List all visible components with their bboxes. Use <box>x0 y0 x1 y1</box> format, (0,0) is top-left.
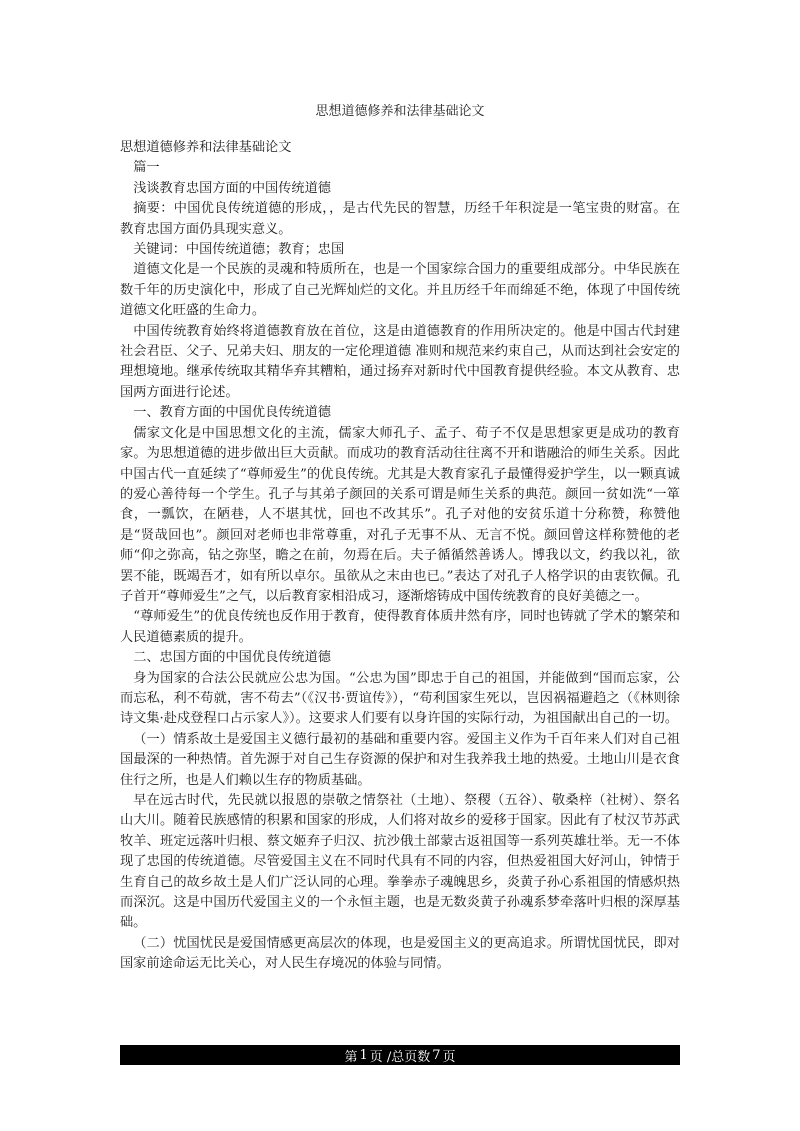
body-paragraph: （一）情系故土是爱国主义德行最初的基础和重要内容。爱国主义作为千百年来人们对自己祖国最深的一种热情。首先源于对自己生存资源的保护和对生我养我土地的热爱。土地山川是衣食住行之所，也是人们赖以生存的物质基础。 <box>120 731 680 788</box>
keywords-paragraph: 关键词：中国传统道德；教育；忠国 <box>133 242 345 258</box>
footer-total-pages: 7 <box>432 1047 441 1063</box>
page-header-title: 思想道德修养和法律基础论文 <box>315 104 485 119</box>
footer-page-mid: 页 /总页数 <box>369 1049 431 1065</box>
document-title: 思想道德修养和法律基础论文 <box>120 140 292 155</box>
body-paragraph: 儒家文化是中国思想文化的主流，儒家大师孔子、孟子、荀子不仅是思想家更是成功的教育家。为思想道德的进步做出巨大贡献。而成功的教育活动往往离不开和谐融洽的师生关系。因此中国古代一直延续了“尊师爱生”的优良传统。尤其是大教育家孔子最懂得爱护学生，以一颗真诚的爱心善待每一个学生。孔子与其弟子颜回的关系可谓是师生关系的典范。颜回一贫如洗“一箪食，一瓢饮，在陋巷，人不堪其忧，回也不改其乐”。孔子对他的安贫乐道十分称赞，称赞他是“贤哉回也”。颜回对老师也非常尊重，对孔子无事不从、无言不悦。颜回曾这样称赞他的老师“仰之弥高，钻之弥坚，瞻之在前，勿焉在后。夫子循循然善诱人。博我以文，约我以礼，欲罢不能，既竭吾才，如有所以卓尔。虽欲从之末由也已。”表达了对孔子人格学识的由衷钦佩。孔子首开“尊师爱生”之气，以后教育家相沿成习，逐渐熔铸成中国传统教育的良好美德之一。 <box>120 425 680 604</box>
footer-page-number: 1 <box>359 1047 368 1063</box>
body-paragraph: 中国传统教育始终将道德教育放在首位，这是由道德教育的作用所决定的。他是中国古代封建社会君臣、父子、兄弟夫妇、朋友的一定伦理道德 准则和规范来约束自己，从而达到社会安定的理想境地。继承传统取其精华弃其糟粕，通过扬弃对新时代中国教育提供经验。本文从教育、忠国两方面进行论述。 <box>120 323 680 400</box>
body-paragraph: 道德文化是一个民族的灵魂和特质所在，也是一个国家综合国力的重要组成部分。中华民族在数千年的历史演化中，形成了自己光辉灿烂的文化。并且历经千年而绵延不绝，体现了中国传统道德文化旺盛的生命力。 <box>120 262 680 319</box>
section-label: 篇一 <box>133 160 160 176</box>
body-paragraph: 身为国家的合法公民就应公忠为国。“公忠为国”即忠于自己的祖国，并能做到“国而忘家，公而忘私，利不苟就，害不苟去”（《汉书·贾谊传》），“苟利国家生死以，岂因祸福避趋之（《林则徐诗文集·赴戍登程口占示家人》）。这要求人们要有以身许国的实际行动，为祖国献出自己的一切。 <box>120 670 680 727</box>
abstract-paragraph: 摘要：中国优良传统道德的形成，，是古代先民的智慧，历经千年积淀是一笔宝贵的财富。在教育忠国方面仍具现实意义。 <box>120 201 680 237</box>
footer-page-prefix: 第 <box>344 1049 358 1065</box>
section-heading: 二、忠国方面的中国优良传统道德 <box>133 650 331 666</box>
document-body <box>120 138 680 975</box>
footer-page-suffix: 页 <box>442 1049 456 1065</box>
body-paragraph: “尊师爱生”的优良传统也反作用于教育，使得教育体质井然有序，同时也铸就了学术的繁荣和人民道德素质的提升。 <box>120 609 680 645</box>
body-paragraph: （二）忧国忧民是爱国情感更高层次的体现，也是爱国主义的更高追求。所谓忧国忧民，即对国家前途命运无比关心，对人民生存境况的体验与同情。 <box>120 935 680 972</box>
body-paragraph: 早在远古时代，先民就以报恩的崇敬之情祭社（土地）、祭稷（五谷）、敬桑梓（社树）、祭名山大川。随着民族感情的积累和国家的形成，人们将对故乡的爱移于国家。因此有了杖汉节苏武牧羊、班定远落叶归根、蔡文姬弃子归汉、抗沙俄土部蒙古返祖国等一系列英雄壮举。无一不体现了忠国的传统道德。尽管爱国主义在不同时代具有不同的内容，但热爱祖国大好河山，钟情于生育自己的故乡故土是人们广泛认同的心理。拳拳赤子魂魄思乡，炎黄子孙心系祖国的情感炽热而深沉。这是中国历代爱国主义的一个永恒主题，也是无数炎黄子孙魂系梦牵落叶归根的深厚基础。 <box>120 793 680 931</box>
article-title: 浅谈教育忠国方面的中国传统道德 <box>133 180 331 196</box>
page-footer <box>120 1045 680 1065</box>
section-heading: 一、教育方面的中国优良传统道德 <box>133 405 331 421</box>
